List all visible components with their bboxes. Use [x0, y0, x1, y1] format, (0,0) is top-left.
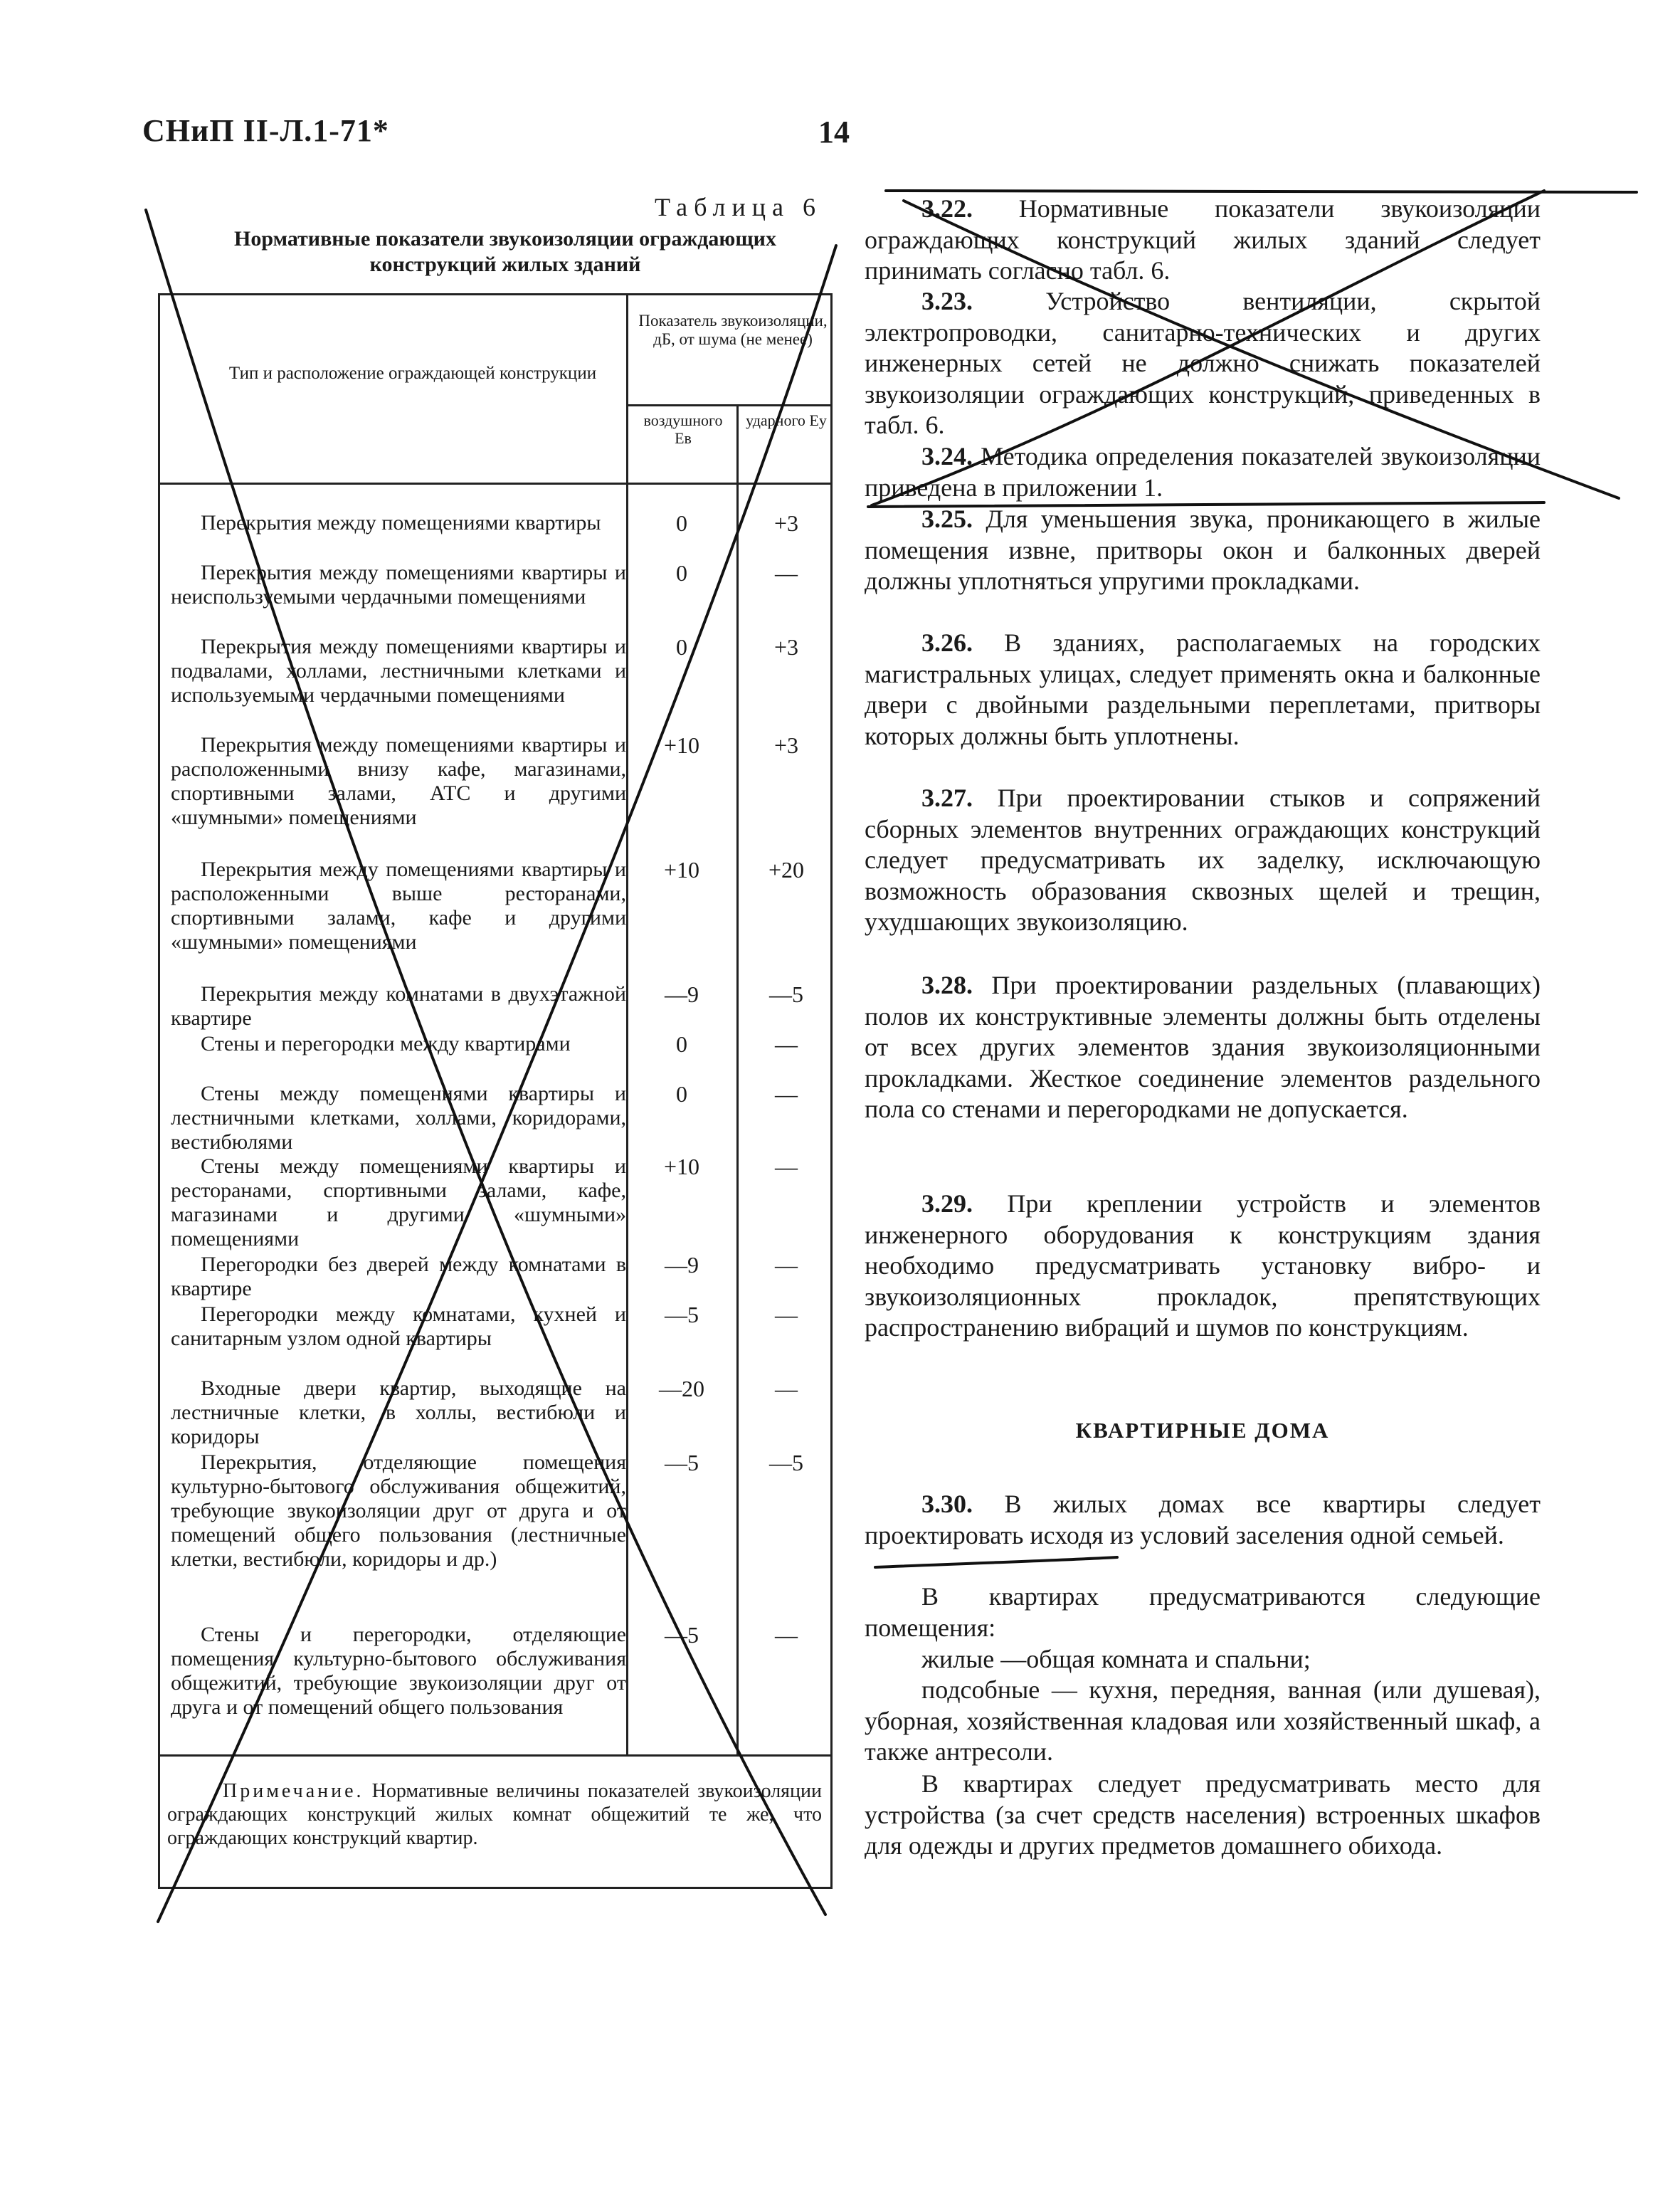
table-row-desc: Перекрытия между помещениями квартиры и неиспользуемыми чердачными помещениями [171, 561, 626, 609]
table-divider-desc [626, 293, 628, 1756]
page-number: 14 [818, 115, 850, 149]
table-row-desc: Перекрытия между помещениями квартиры и расположенными выше ресторанами, спортивными залами, кафе и другими «шумными» помещениями [171, 858, 626, 954]
table-row-air: +10 [663, 732, 700, 758]
paragraph-number: 3.26. [921, 628, 973, 657]
paragraph-text: В зданиях, располагаемых на городских магистральных улицах, следует применять окна и балконные двери с двойными раздельными переплетами, притворы которых должны быть уплотнены. [865, 628, 1541, 750]
paragraph-text: В жилых домах все квартиры следует проектировать исходя из условий заселения одной семьей. [865, 1490, 1541, 1549]
paragraph-number: 3.25. [921, 505, 973, 533]
table-row-air: +10 [663, 857, 700, 883]
paragraph-3-25 [865, 504, 1541, 597]
paragraph-number: 3.24. [921, 442, 973, 470]
table-row-impact: — [775, 1622, 798, 1648]
table-divider-values [736, 404, 739, 1756]
column-header-impact: ударного Eу [746, 411, 827, 429]
table-row-air: 0 [676, 1031, 687, 1057]
table-row-air: 0 [676, 634, 687, 660]
underline-stroke [875, 1557, 1117, 1567]
section-title: КВАРТИРНЫЕ ДОМА [1075, 1418, 1330, 1443]
rooms-intro: В квартирах предусматриваются следующие помещения: [865, 1582, 1541, 1642]
paragraph-text: Методика определения показателей звукоизоляции приведена в приложении 1. [865, 442, 1541, 502]
paragraph-number: 3.30. [921, 1490, 973, 1518]
table-row-impact: — [775, 1302, 798, 1327]
table-row-impact: —5 [769, 981, 803, 1007]
table-row-air: —9 [665, 1252, 699, 1278]
table-row-desc: Стены между помещениями квартиры и ресторанами, спортивными залами, кафе, магазинами и другими «шумными» помещениями [171, 1154, 626, 1251]
table-note-text: Нормативные величины показателей звукоизоляции ограждающих конструкций жилых комнат общежитий те же, что ограждающих конструкций квартир. [167, 1780, 823, 1849]
paragraph-top-stroke [886, 191, 1637, 192]
paragraph-text: При проектировании раздельных (плавающих) полов их конструктивные элементы должны быть отделены от всех других элементов здания звукоизоляционными прокладками. Жесткое соединение элементов раздельного пола со стенами и перегородками не допускается. [865, 971, 1541, 1123]
rooms-living: жилые —общая комната и спальни; [921, 1645, 1311, 1673]
table-row-air: —5 [665, 1302, 699, 1327]
table-row-desc: Перекрытия между помещениями квартиры и расположенными внизу кафе, магазинами, спортивными залами, АТС и другими «шумными» помещениями [171, 733, 626, 829]
column-header-type: Тип и расположение ограждающей конструкции [228, 364, 597, 383]
table-note-lead: Примечание. [223, 1780, 364, 1802]
table-row-desc: Перекрытия между комнатами в двухэтажной квартире [171, 982, 626, 1030]
paragraph-3-29 [865, 1189, 1541, 1344]
table-row-impact: +20 [768, 857, 805, 883]
paragraph-3-22 [865, 194, 1541, 287]
table-subheader-line [626, 404, 833, 406]
paragraph-number: 3.23. [921, 287, 973, 315]
document-code: СНиП II-Л.1-71* [142, 113, 389, 148]
table-body-end-line [158, 1754, 833, 1757]
paragraph-3-28 [865, 970, 1541, 1125]
table-row-desc: Перекрытия между помещениями квартиры [201, 511, 601, 535]
closets-paragraph: В квартирах следует предусматривать место для устройства (за счет средств населения) встроенных шкафов для одежды и других предметов домашнего обихода. [865, 1769, 1541, 1860]
paragraph-number: 3.28. [921, 971, 973, 999]
paragraph-3-30 [865, 1489, 1541, 1551]
table-row-desc: Перегородки без дверей между комнатами в квартире [171, 1253, 626, 1300]
paragraph-3-24 [865, 441, 1541, 503]
paragraph-text: При креплении устройств и элементов инженерного оборудования к конструкциям здания необходимо предусматривать установку вибро- и звукоизоляционных прокладок, препятствующих распространению вибраций и шумов по конструкциям. [865, 1189, 1541, 1342]
column-header-indicator: Показатель звукоизоляции, дБ, от шума (не менее) [638, 312, 828, 348]
table-row-impact: —5 [769, 1450, 803, 1475]
table-row-desc: Перегородки между комнатами, кухней и санитарным узлом одной квартиры [171, 1302, 626, 1350]
table-row-air: 0 [676, 1081, 687, 1107]
table-row-impact: — [775, 1252, 798, 1278]
table-header-line [158, 483, 833, 485]
table-row-air: —5 [665, 1450, 699, 1475]
table-row-air: 0 [676, 510, 687, 536]
table-row-impact: — [775, 560, 798, 586]
table-row-air: 0 [676, 560, 687, 586]
table-row-impact: — [775, 1154, 798, 1179]
table-row-impact: — [775, 1081, 798, 1107]
table-row-impact: +3 [773, 732, 799, 758]
table-row-air: +10 [663, 1154, 700, 1179]
paragraph-3-27 [865, 783, 1541, 938]
table-label: Таблица 6 [655, 193, 822, 221]
paragraph-number: 3.29. [921, 1189, 973, 1218]
table-row-desc: Перекрытия, отделяющие помещения культурно-бытового обслуживания общежитий, требующие звукоизоляции друг от друга и от помещений общего пользования (лестничные клетки, вестибюли, коридоры и др.) [171, 1450, 626, 1571]
paragraph-text: При проектировании стыков и сопряжений сборных элементов внутренних ограждающих конструкций следует предусматривать их заделку, исключающую возможность образования сквозных щелей и трещин, ухудшающих звукоизоляцию. [865, 784, 1541, 936]
table-row-desc: Стены и перегородки между квартирами [201, 1032, 571, 1055]
table-row-desc: Перекрытия между помещениями квартиры и подвалами, холлами, лестничными клетками и используемыми чердачными помещениями [171, 635, 626, 707]
table-note [167, 1779, 822, 1850]
table-row-impact: +3 [773, 634, 799, 660]
table-row-impact: — [775, 1376, 798, 1401]
paragraph-number: 3.27. [921, 784, 973, 812]
rooms-auxiliary: подсобные — кухня, передняя, ванная (или душевая), уборная, хозяйственная кладовая или хозяйственный шкаф, а также антресоли. [865, 1675, 1541, 1766]
table-row-air: —5 [665, 1622, 699, 1648]
table-title: Нормативные показатели звукоизоляции ограждающих конструкций жилых зданий [234, 227, 776, 276]
paragraph-number: 3.22. [921, 194, 973, 223]
paragraph-3-26 [865, 628, 1541, 752]
table-row-desc: Входные двери квартир, выходящие на лестничные клетки, в холлы, вестибюли и коридоры [171, 1376, 626, 1448]
table-row-desc: Стены и перегородки, отделяющие помещения культурно-бытового обслуживания общежитий, требующие звукоизоляции друг от друга и от помещений общего пользования [171, 1623, 626, 1719]
table-row-impact: +3 [773, 510, 799, 536]
paragraph-text: Для уменьшения звука, проникающего в жилые помещения извне, притворы окон и балконных дверей должны уплотняться упругими прокладками. [865, 505, 1541, 595]
paragraph-text: Устройство вентиляции, скрытой электропроводки, санитарно-технических и других инженерных сетей не должно снижать показателей звукоизоляции ограждающих конструкций, приведенных в табл. 6. [865, 287, 1541, 439]
paragraph-3-23 [865, 286, 1541, 441]
table-row-air: —9 [665, 981, 699, 1007]
table-row-air: —20 [659, 1376, 704, 1401]
paragraph-text: Нормативные показатели звукоизоляции ограждающих конструкций жилых зданий следует принимать согласно табл. 6. [865, 194, 1541, 285]
table-row-impact: — [775, 1031, 798, 1057]
table-row-desc: Стены между помещениями квартиры и лестничными клетками, холлами, коридорами, вестибюлями [171, 1082, 626, 1154]
column-header-air: воздушного Eв [643, 411, 723, 447]
